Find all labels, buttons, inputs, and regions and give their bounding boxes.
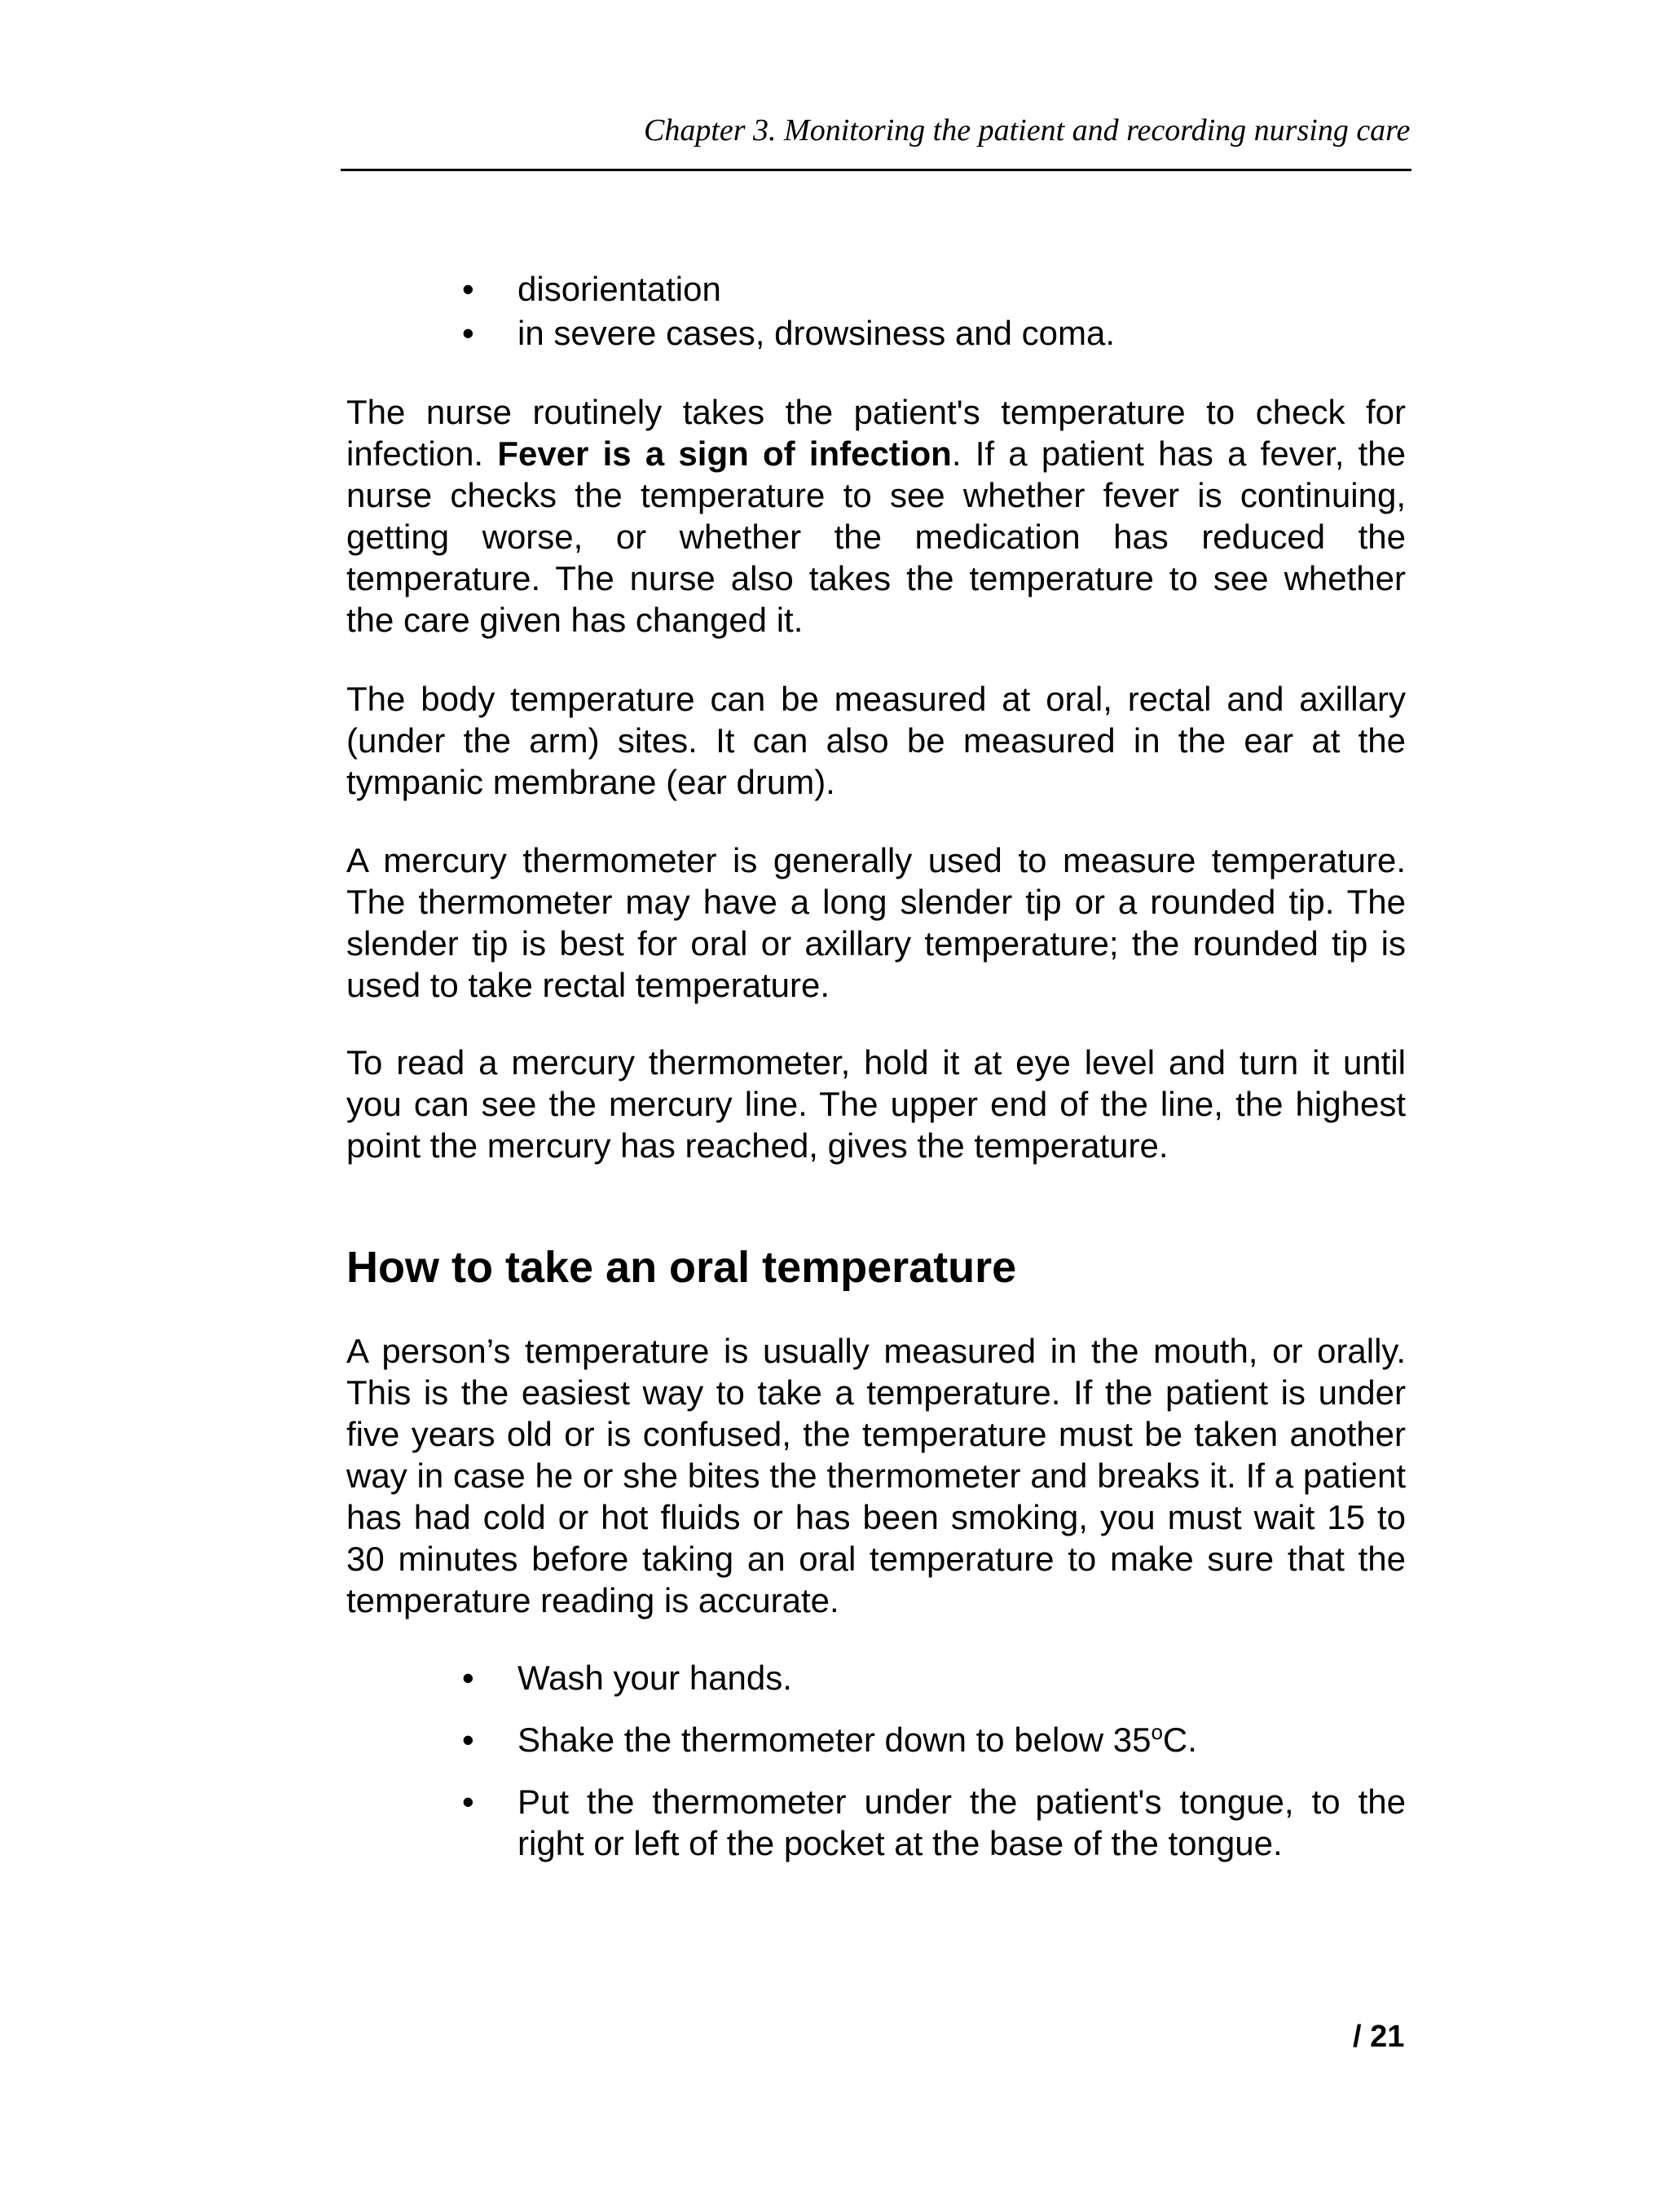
list-item bbox=[346, 1719, 1406, 1760]
list-item-text: Put the thermometer under the patient's tongue, to the right or left of the pocket at the base of the tongue. bbox=[517, 1782, 1406, 1862]
paragraph-reading-thermometer: To read a mercury thermometer, hold it at eye level and turn it until you can see the mercury line. The upper end of the line, the highest point the mercury has reached, gives the temperature. bbox=[346, 1043, 1406, 1165]
bullet-icon: • bbox=[462, 270, 474, 308]
bullet-icon: • bbox=[462, 1721, 474, 1759]
list-item bbox=[346, 311, 1406, 355]
list-item bbox=[346, 1781, 1406, 1864]
page-number: / 21 bbox=[1353, 2020, 1405, 2054]
bullet-list-steps bbox=[346, 1657, 1406, 1884]
paragraph-measurement-sites: The body temperature can be measured at oral, rectal and axillary (under the arm) sites. It can also be measured in the ear at the tympanic membrane (ear drum). bbox=[346, 680, 1406, 801]
paragraph-oral-temperature: A person’s temperature is usually measured in the mouth, or orally. This is the easiest way to take a temperature. If the patient is under five years old or is confused, the temperature must be taken another way in case he or she bites the thermometer and breaks it. If a patient has had cold or hot fluids or has been smoking, you must wait 15 to 30 minutes before taking an oral temperature to make sure that the temperature reading is accurate. bbox=[346, 1332, 1406, 1619]
list-item bbox=[346, 267, 1406, 311]
bullet-icon: • bbox=[462, 314, 474, 352]
list-item-text: Wash your hands. bbox=[517, 1659, 792, 1697]
list-item-text: disorientation bbox=[517, 270, 721, 308]
section-heading: How to take an oral temperature bbox=[346, 1243, 1017, 1292]
paragraph-text: . If a patient has a fever, the nurse checks the temperature to see whether fever is continuing, getting worse, or whether the medication has reduced the temperature. The nurse also takes the temperature to see whether the care given has changed it. bbox=[346, 434, 1406, 639]
running-header: Chapter 3. Monitoring the patient and recording nursing care bbox=[644, 113, 1411, 148]
list-item-text: in severe cases, drowsiness and coma. bbox=[517, 314, 1116, 352]
header-rule bbox=[341, 169, 1411, 171]
paragraph-text: The nurse routinely takes the patient's temperature to check for infection. bbox=[346, 393, 1406, 473]
degree-superscript: o bbox=[1151, 1720, 1163, 1744]
bullet-icon: • bbox=[462, 1782, 474, 1821]
list-item bbox=[346, 1657, 1406, 1699]
bullet-icon: • bbox=[462, 1659, 474, 1697]
paragraph-fever bbox=[346, 391, 1406, 641]
paragraph-mercury-thermometer: A mercury thermometer is generally used to measure temperature. The thermometer may have a long slender tip or a rounded tip. The slender tip is best for oral or axillary temperature; the rounded tip is used to take rectal temperature. bbox=[346, 841, 1406, 1004]
bullet-list-symptoms bbox=[346, 267, 1406, 355]
list-item-text: Shake the thermometer down to below 35 bbox=[517, 1721, 1152, 1759]
list-item-text: C. bbox=[1162, 1721, 1197, 1759]
emphasis-text: Fever is a sign of infection bbox=[497, 434, 952, 473]
